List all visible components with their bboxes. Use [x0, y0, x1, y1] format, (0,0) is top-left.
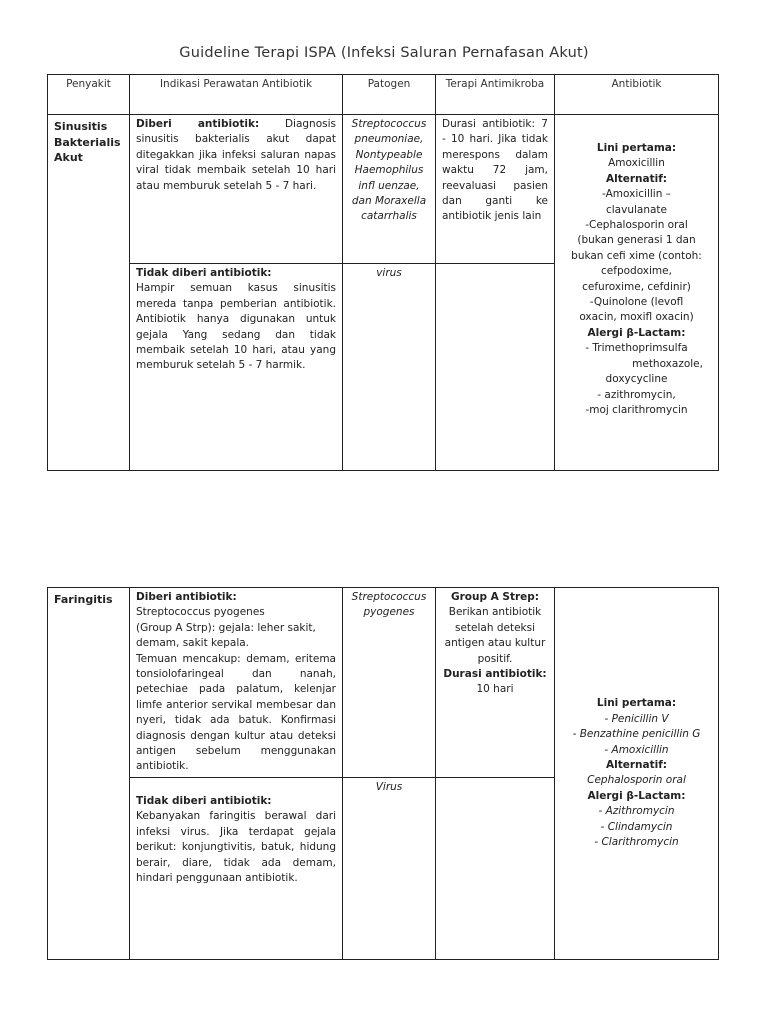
header-terapi: Terapi Antimikroba	[436, 75, 555, 115]
antibiotic-item: cefuroxime, cefdinir)	[582, 280, 691, 293]
antibiotic-item: - Penicillin V	[604, 712, 669, 725]
pathogen-given: Streptococcus pyogenes	[343, 588, 436, 778]
disease-name: Faringitis	[48, 588, 130, 960]
antibiotic-item: -Quinolone (levofl	[589, 296, 684, 309]
duration-label: Durasi antibiotik:	[443, 668, 547, 681]
therapy-text: Berikan antibiotik setelah deteksi antigen atau kultur positif.	[444, 606, 546, 665]
faringitis-table	[47, 587, 719, 960]
header-antibiotik: Antibiotik	[555, 75, 719, 115]
indication-given-line: Streptococcus pyogenes	[136, 606, 265, 619]
indication-not-given-text: Hampir semuan kasus sinusitis mereda tanpa pemberian antibiotik. Antibiotik hanya digunakan untuk gejala Yang sedang dan tidak membaik setelah 10 hari, atau yang memburuk setelah 5 - 7 harmik.	[136, 282, 336, 372]
antibiotic-item: - Clindamycin	[600, 820, 673, 833]
therapy-label: Group A Strep:	[450, 591, 540, 603]
indication-given-label: Diberi antibiotik:	[136, 591, 237, 603]
first-line-label: Lini pertama:	[596, 697, 677, 710]
antibiotic-item: - Clarithromycin	[594, 836, 679, 849]
indication-given-findings: Temuan mencakup: demam, eritema tonsiolofaringeal dan nanah, petechiae pada palatum, kelenjar limfe anterior servikal membesar dan nyeri, tidak ada batuk. Konfirmasi diagnosis dengan kultur atau deteksi antigen sebelum menggunakan antibiotik.	[136, 652, 336, 773]
antibiotic-item: -moj clarithromycin	[585, 403, 688, 416]
antibiotic-item: - Trimethoprimsulfa	[585, 342, 688, 355]
antibiotic-item: methoxazole,	[632, 357, 703, 370]
antibiotic-item: -Cephalosporin oral	[585, 219, 688, 232]
indication-not-given-label: Tidak diberi antibiotik:	[136, 267, 272, 279]
antibiotic-item: Cephalosporin oral	[587, 774, 686, 787]
antibiotic-item: Amoxicillin	[608, 157, 665, 170]
sinusitis-table	[47, 74, 719, 471]
antibiotic-cell	[555, 115, 719, 471]
allergy-label: Alergi β-Lactam:	[587, 326, 686, 339]
header-penyakit: Penyakit	[48, 75, 130, 115]
indication-given-line: (Group A Strp): gejala: leher sakit, demam, sakit kepala.	[136, 621, 316, 650]
therapy-cell	[436, 588, 555, 778]
antibiotic-cell	[555, 588, 719, 960]
indication-not-given-text: Kebanyakan faringitis berawal dari infeksi virus. Jika terdapat gejala berikut: konjungtivitis, batuk, hidung berair, diare, tidak ada demam, hindari penggunaan antibiotik.	[136, 810, 336, 884]
antibiotic-item: clavulanate	[605, 203, 667, 216]
pathogen-not-given: Virus	[343, 777, 436, 959]
header-row	[48, 75, 719, 115]
antibiotic-item: - azithromycin,	[597, 388, 676, 401]
indication-not-given	[130, 264, 343, 471]
duration-text: 10 hari	[476, 683, 514, 696]
therapy-empty	[436, 777, 555, 959]
document-title: Guideline Terapi ISPA (Infeksi Saluran Pernafasan Akut)	[179, 45, 589, 61]
antibiotic-item: (bukan generasi 1 dan	[577, 234, 696, 247]
therapy-empty	[436, 264, 555, 471]
first-line-label: Lini pertama:	[596, 142, 677, 154]
alternative-label: Alternatif:	[606, 172, 667, 185]
indication-given-text: Diagnosis sinusitis bakterialis akut dapat ditegakkan jika infeksi saluran napas viral tidak membaik setelah 10 hari atau memburuk setelah 5 - 7 hari.	[136, 118, 336, 192]
table-row	[48, 588, 719, 778]
disease-name: Sinusitis Bakterialis Akut	[48, 115, 130, 471]
pathogen-not-given: virus	[343, 264, 436, 471]
indication-not-given	[130, 777, 343, 959]
indication-given	[130, 588, 343, 778]
antibiotic-item: bukan cefi xime (contoh:	[571, 249, 702, 262]
antibiotic-item: - Benzathine penicillin G	[572, 728, 701, 741]
header-patogen: Patogen	[343, 75, 436, 115]
antibiotic-item: - Azithromycin	[598, 805, 675, 818]
antibiotic-item: - Amoxicillin	[604, 743, 669, 756]
antibiotic-item: cefpodoxime,	[601, 265, 672, 278]
indication-not-given-label: Tidak diberi antibiotik:	[136, 794, 272, 807]
allergy-label: Alergi β-Lactam:	[587, 789, 686, 802]
therapy-text: Durasi antibiotik: 7 - 10 hari. Jika tidak merespons dalam waktu 72 jam, reevaluasi pasien dan ganti ke antibiotik jenis lain	[436, 115, 555, 264]
table-row	[48, 115, 719, 264]
alternative-label: Alternatif:	[606, 759, 667, 772]
antibiotic-item: doxycycline	[605, 373, 668, 386]
pathogen-given: Streptococcus pneumoniae, Nontypeable Haemophilus infl uenzae, dan Moraxella catarrhalis	[343, 115, 436, 264]
antibiotic-item: oxacin, moxifl oxacin)	[579, 311, 694, 324]
indication-given-label: Diberi antibiotik:	[136, 118, 260, 130]
antibiotic-item: -Amoxicillin –	[602, 188, 671, 201]
header-indikasi: Indikasi Perawatan Antibiotik	[130, 75, 343, 115]
indication-given	[130, 115, 343, 264]
